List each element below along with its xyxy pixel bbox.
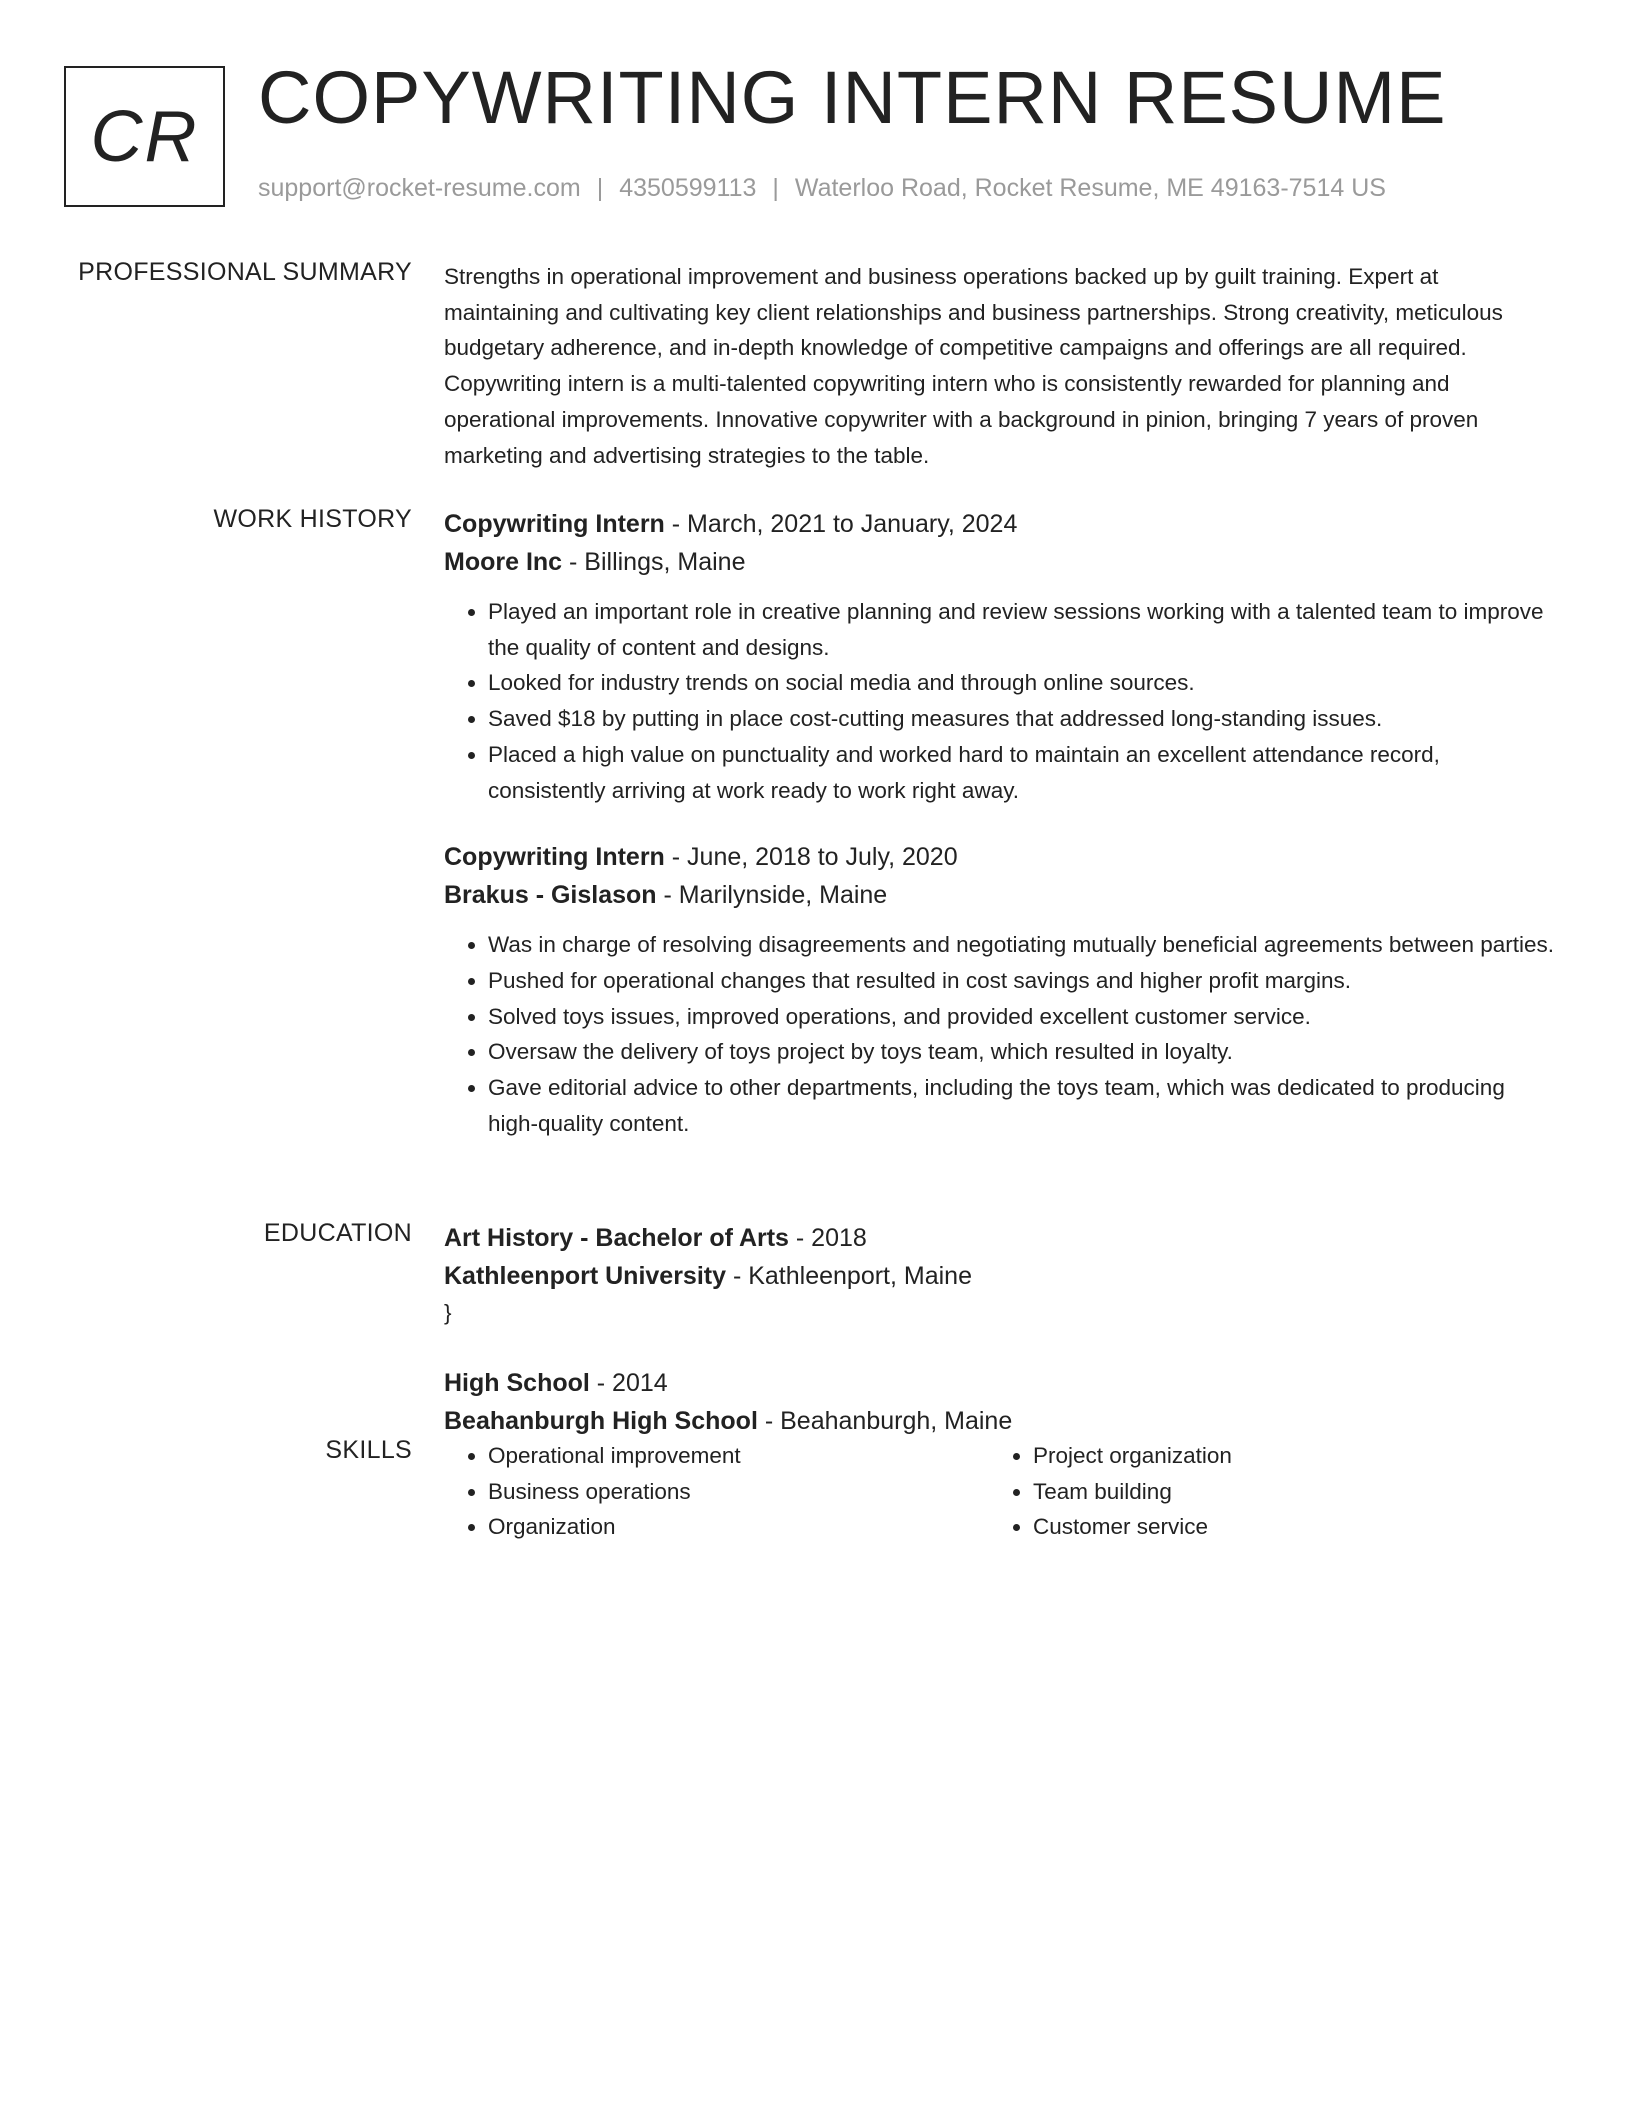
- education-entry: Art History - Bachelor of Arts - 2018 Kathleenport University - Kathleenport, Maine }: [444, 1219, 1559, 1331]
- job-bullets: [444, 594, 1559, 808]
- job-bullet: • Saved $18 by putting in place cost-cutting measures that addressed long-standing issues.: [488, 701, 1559, 737]
- work-history-heading: WORK HISTORY: [213, 505, 412, 533]
- education-degree-line: [444, 1219, 1559, 1257]
- skill-item: • Project organization: [1033, 1438, 1534, 1474]
- contact-separator: |: [772, 174, 779, 202]
- job-title: Copywriting Intern: [444, 510, 665, 538]
- job-entry: [444, 505, 1559, 808]
- work-history-body: [444, 505, 1559, 1141]
- job-title: Copywriting Intern: [444, 843, 665, 872]
- job-company: Brakus - Gislason: [444, 881, 657, 910]
- education-school: Beahanburgh High School: [444, 1406, 758, 1435]
- summary-heading: PROFESSIONAL SUMMARY: [78, 258, 412, 286]
- skills-body: [444, 1438, 1559, 1545]
- monogram-initials: CR: [90, 96, 199, 177]
- education-school: Kathleenport University: [444, 1262, 727, 1290]
- job-bullet: • Looked for industry trends on social media and through online sources.: [488, 665, 1559, 701]
- contact-separator: |: [596, 174, 604, 202]
- job-bullet: • Placed a high value on punctuality and worked hard to maintain an excellent attendance record, consistently arriving at work ready to work right away.: [488, 737, 1559, 808]
- skill-item: • Customer service: [1033, 1509, 1534, 1545]
- job-company: Moore Inc: [444, 548, 563, 576]
- education-school-line: [444, 1257, 1559, 1295]
- job-title-line: [444, 838, 1559, 876]
- job-entry: [444, 838, 1559, 1141]
- education-degree: Art History - Bachelor of Arts: [444, 1224, 789, 1252]
- job-company-line: [444, 543, 1559, 581]
- skills-heading: SKILLS: [325, 1436, 412, 1464]
- education-entry: [444, 1364, 1559, 1440]
- job-dates: - March, 2021 to January, 2024: [664, 510, 1018, 538]
- summary-text: Strengths in operational improvement and business operations backed up by guilt training. Expert at maintaining and cultivating key client relationships and business partnerships. Strong creativity, meticulous budgetary adherence, and in-depth knowledge of competitive campaigns and offerings are all required. Copywriting intern is a multi-talented copywriting intern who is consistently rewarded for planning and operational improvements. Innovative copywriter with a background in pinion, bringing 7 years of proven marketing and advertising strategies to the table.: [444, 264, 1503, 468]
- job-bullet: • Solved toys issues, improved operations, and provided excellent customer service.: [488, 999, 1559, 1035]
- job-location: - Marilynside, Maine: [656, 881, 888, 910]
- education-year: - 2014: [589, 1368, 668, 1397]
- skills-column-right: [989, 1438, 1534, 1545]
- contact-email: support@rocket-resume.com: [258, 174, 581, 202]
- skill-item: • Business operations: [488, 1474, 989, 1510]
- education-location: - Kathleenport, Maine: [726, 1262, 972, 1290]
- skill-item: • Organization: [488, 1509, 989, 1545]
- contact-address: Waterloo Road, Rocket Resume, ME 49163-7514 US: [794, 174, 1386, 202]
- contact-phone: 4350599113: [619, 174, 757, 202]
- job-title-line: [444, 505, 1559, 543]
- education-body: [444, 1219, 1559, 1440]
- monogram-box: [64, 66, 225, 207]
- resume-title: COPYWRITING INTERN RESUME: [258, 56, 1447, 139]
- education-location: - Beahanburgh, Maine: [757, 1406, 1013, 1435]
- job-bullets: [444, 927, 1559, 1141]
- education-degree: High School: [444, 1368, 590, 1397]
- contact-line: [258, 174, 1386, 203]
- job-bullet: • Played an important role in creative planning and review sessions working with a talented team to improve the quality of content and designs.: [488, 594, 1559, 665]
- job-bullet: • Pushed for operational changes that resulted in cost savings and higher profit margins.: [488, 963, 1559, 999]
- education-school-line: [444, 1402, 1559, 1440]
- job-bullet: • Oversaw the delivery of toys project by toys team, which resulted in loyalty.: [488, 1034, 1559, 1070]
- education-heading: EDUCATION: [263, 1219, 412, 1247]
- job-dates: - June, 2018 to July, 2020: [664, 843, 958, 872]
- skills-column-left: [444, 1438, 989, 1545]
- education-year: - 2018: [788, 1224, 867, 1252]
- job-company-line: [444, 876, 1559, 914]
- job-bullet: • Was in charge of resolving disagreements and negotiating mutually beneficial agreements between parties.: [488, 927, 1559, 963]
- skill-item: • Team building: [1033, 1474, 1534, 1510]
- skill-item: • Operational improvement: [488, 1438, 989, 1474]
- job-bullet: • Gave editorial advice to other departments, including the toys team, which was dedicated to producing high-quality content.: [488, 1070, 1559, 1141]
- job-location: - Billings, Maine: [562, 548, 746, 576]
- education-degree-line: [444, 1364, 1559, 1402]
